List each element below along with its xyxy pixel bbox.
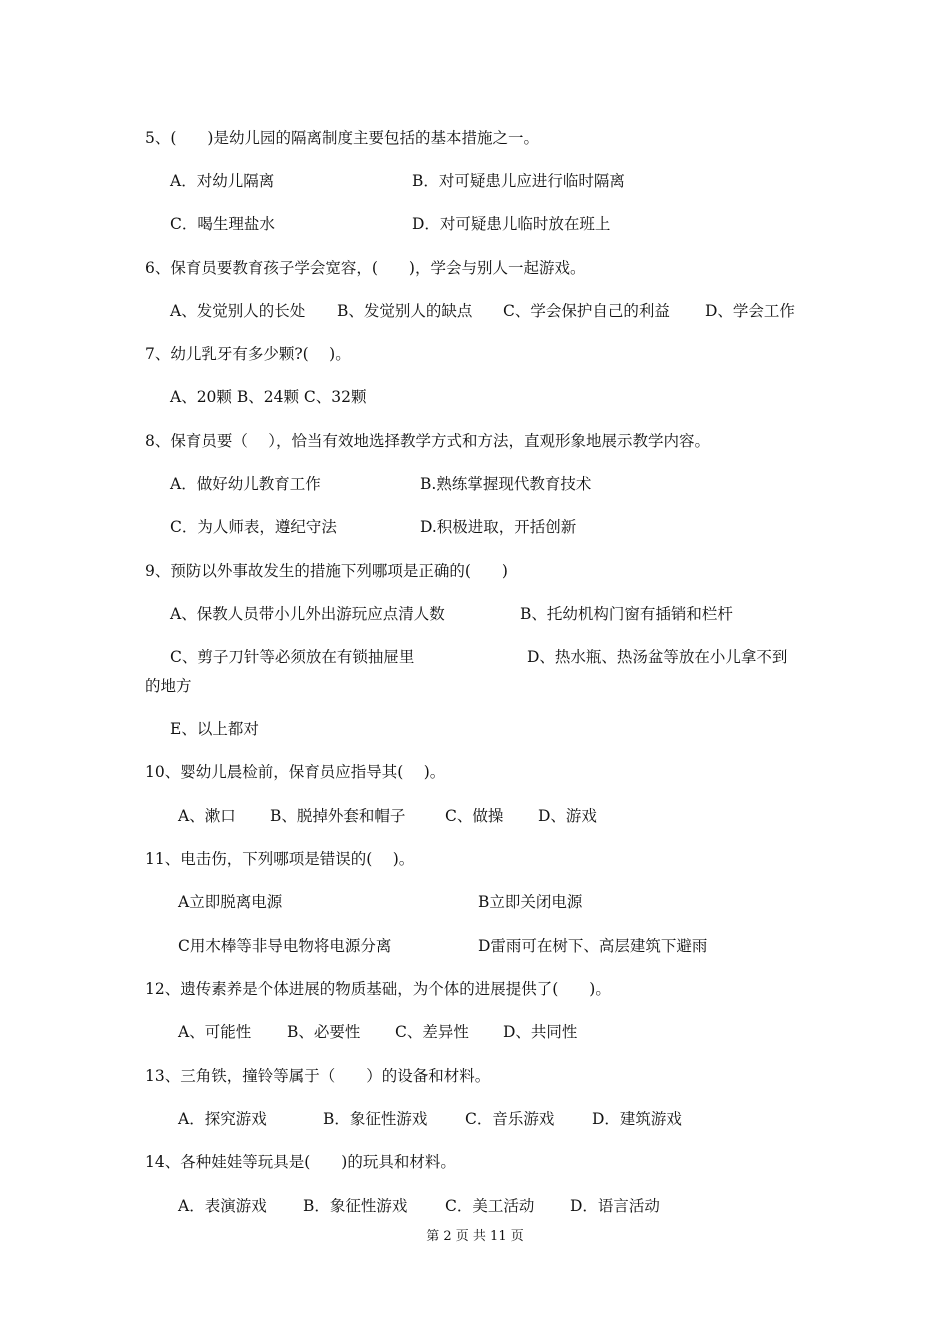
question-12-option-a: A、可能性 bbox=[178, 1023, 252, 1041]
question-14-option-b: B．象征性游戏 bbox=[303, 1197, 408, 1215]
question-5-option-c: C．喝生理盐水 bbox=[170, 215, 275, 233]
question-9-option-c: C、剪子刀针等必须放在有锁抽屉里 bbox=[170, 648, 415, 666]
question-8-stem: 8、保育员要（ ），恰当有效地选择教学方式和方法，直观形象地展示教学内容。 bbox=[145, 432, 711, 450]
question-14-option-d: D．语言活动 bbox=[570, 1197, 660, 1215]
question-10-option-c: C、做操 bbox=[445, 807, 504, 825]
question-13-option-a: A．探究游戏 bbox=[178, 1110, 267, 1128]
question-13-option-b: B．象征性游戏 bbox=[323, 1110, 428, 1128]
question-9-option-a: A、保教人员带小儿外出游玩应点清人数 bbox=[170, 605, 445, 623]
question-5-option-d: D．对可疑患儿临时放在班上 bbox=[412, 215, 611, 233]
question-10-stem: 10、婴幼儿晨检前，保育员应指导其( )。 bbox=[145, 763, 446, 781]
question-13-stem: 13、三角铁，撞铃等属于（ ）的设备和材料。 bbox=[145, 1067, 491, 1085]
question-9-option-d: D、热水瓶、热汤盆等放在小儿拿不到 bbox=[527, 648, 788, 666]
question-12-stem: 12、遗传素养是个体进展的物质基础，为个体的进展提供了( )。 bbox=[145, 980, 611, 998]
question-14-option-a: A．表演游戏 bbox=[178, 1197, 267, 1215]
page-number-footer: 第 2 页 共 11 页 bbox=[426, 1229, 524, 1244]
question-6-stem: 6、保育员要教育孩子学会宽容，( )，学会与别人一起游戏。 bbox=[145, 259, 586, 277]
question-10-option-a: A、漱口 bbox=[178, 807, 236, 825]
question-10-option-d: D、游戏 bbox=[538, 807, 597, 825]
question-11-option-d: D雷雨可在树下、高层建筑下避雨 bbox=[478, 937, 708, 955]
question-6-option-c: C、学会保护自己的利益 bbox=[503, 302, 670, 320]
question-11-stem: 11、电击伤，下列哪项是错误的( )。 bbox=[145, 850, 415, 868]
question-13-option-d: D．建筑游戏 bbox=[592, 1110, 682, 1128]
question-5-option-a: A．对幼儿隔离 bbox=[170, 172, 275, 190]
question-11-option-b: B立即关闭电源 bbox=[478, 893, 583, 911]
question-6-option-a: A、发觉别人的长处 bbox=[170, 302, 306, 320]
question-12-option-c: C、差异性 bbox=[395, 1023, 469, 1041]
question-9-option-e: E、以上都对 bbox=[170, 720, 259, 738]
question-9-option-d-continued: 的地方 bbox=[145, 677, 192, 695]
question-11-option-a: A立即脱离电源 bbox=[178, 893, 283, 911]
question-11-option-c: C用木棒等非导电物将电源分离 bbox=[178, 937, 392, 955]
question-5-stem: 5、( )是幼儿园的隔离制度主要包括的基本措施之一。 bbox=[145, 129, 539, 147]
question-6-option-b: B、发觉别人的缺点 bbox=[337, 302, 473, 320]
question-9-stem: 9、预防以外事故发生的措施下列哪项是正确的( ) bbox=[145, 562, 508, 580]
question-13-option-c: C．音乐游戏 bbox=[465, 1110, 555, 1128]
question-10-option-b: B、脱掉外套和帽子 bbox=[270, 807, 406, 825]
question-5-option-b: B．对可疑患儿应进行临时隔离 bbox=[412, 172, 625, 190]
question-8-option-c: C．为人师表，遵纪守法 bbox=[170, 518, 337, 536]
question-14-option-c: C．美工活动 bbox=[445, 1197, 535, 1215]
question-8-option-a: A．做好幼儿教育工作 bbox=[170, 475, 321, 493]
question-9-option-b: B、托幼机构门窗有插销和栏杆 bbox=[520, 605, 733, 623]
question-7-stem: 7、幼儿乳牙有多少颗?( )。 bbox=[145, 345, 351, 363]
question-12-option-b: B、必要性 bbox=[287, 1023, 361, 1041]
question-8-option-b: B.熟练掌握现代教育技术 bbox=[420, 475, 592, 493]
question-8-option-d: D.积极进取，开括创新 bbox=[420, 518, 577, 536]
question-7-options: A、20颗 B、24颗 C、32颗 bbox=[170, 388, 367, 406]
question-12-option-d: D、共同性 bbox=[503, 1023, 578, 1041]
question-14-stem: 14、各种娃娃等玩具是( )的玩具和材料。 bbox=[145, 1153, 456, 1171]
question-6-option-d: D、学会工作 bbox=[705, 302, 795, 320]
